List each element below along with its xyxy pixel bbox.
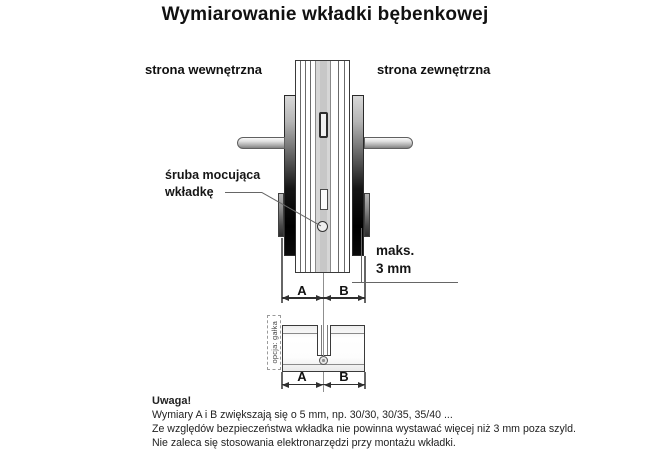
cam-slot-inner-line xyxy=(327,325,328,355)
keyway-slot xyxy=(320,189,328,210)
dim-a-label: A xyxy=(297,282,307,298)
escutcheon-left xyxy=(284,95,296,256)
spindle-left xyxy=(237,137,285,149)
door-layer-line xyxy=(344,61,345,272)
dimension-arrow xyxy=(324,382,331,388)
fixing-screw-label-line1: śruba mocująca xyxy=(165,168,261,182)
door-layer-line xyxy=(338,61,339,272)
dimension-arrow xyxy=(324,295,331,301)
knob-option-box xyxy=(267,315,281,370)
max-protrusion-plane-line xyxy=(361,228,362,282)
cylinder-end-right xyxy=(364,193,370,237)
notes-block xyxy=(152,395,622,450)
notes-heading: Uwaga! xyxy=(152,395,192,407)
note-line: Ze względów bezpieczeństwa wkładka nie powinna wystawać więcej niż 3 mm poza szyld. xyxy=(152,422,576,435)
fixing-screw-label-line2: wkładkę xyxy=(165,184,214,199)
outer-side-label: strona zewnętrzna xyxy=(377,62,491,77)
dim-b-label-small: B xyxy=(339,369,349,384)
fixing-screw-label xyxy=(165,167,260,200)
thumbturn-slot xyxy=(319,112,328,138)
dimension-arrow xyxy=(282,295,289,301)
max-protrusion-line2: 3 mm xyxy=(376,261,412,276)
spindle-right xyxy=(364,137,413,149)
dim-b-label: B xyxy=(339,282,349,298)
door-layer-line xyxy=(305,61,306,272)
dimension-arrow xyxy=(316,382,323,388)
dimension-arrow xyxy=(316,295,323,301)
dim-a-label-small: A xyxy=(297,369,307,384)
fixing-screw xyxy=(317,221,328,232)
max-protrusion-underline xyxy=(352,282,458,283)
fixing-screw-small xyxy=(319,356,328,365)
door-layer-line xyxy=(300,61,301,272)
max-protrusion-label xyxy=(376,242,414,278)
dimension-arrow xyxy=(358,295,365,301)
dimension-arrow xyxy=(358,382,365,388)
knob-option-label: opcja: gałka xyxy=(269,321,279,364)
door-layer-line xyxy=(310,61,311,272)
cam-slot xyxy=(317,325,331,356)
escutcheon-right xyxy=(352,95,364,256)
page-title: Wymiarowanie wkładki bębenkowej xyxy=(161,4,489,25)
note-line: Nie zaleca się stosowania elektronarzędzi przy montażu wkładki. xyxy=(152,436,456,449)
dimension-arrow xyxy=(282,382,289,388)
inner-side-label: strona wewnętrzna xyxy=(145,62,263,77)
max-protrusion-line1: maks. xyxy=(376,243,415,258)
cylinder-core-band xyxy=(320,61,327,272)
small-centerline-upper xyxy=(323,315,324,356)
note-line: Wymiary A i B zwiększają się o 5 mm, np. 30/30, 30/35, 35/40 ... xyxy=(152,409,453,421)
extension-line-left xyxy=(281,238,282,303)
